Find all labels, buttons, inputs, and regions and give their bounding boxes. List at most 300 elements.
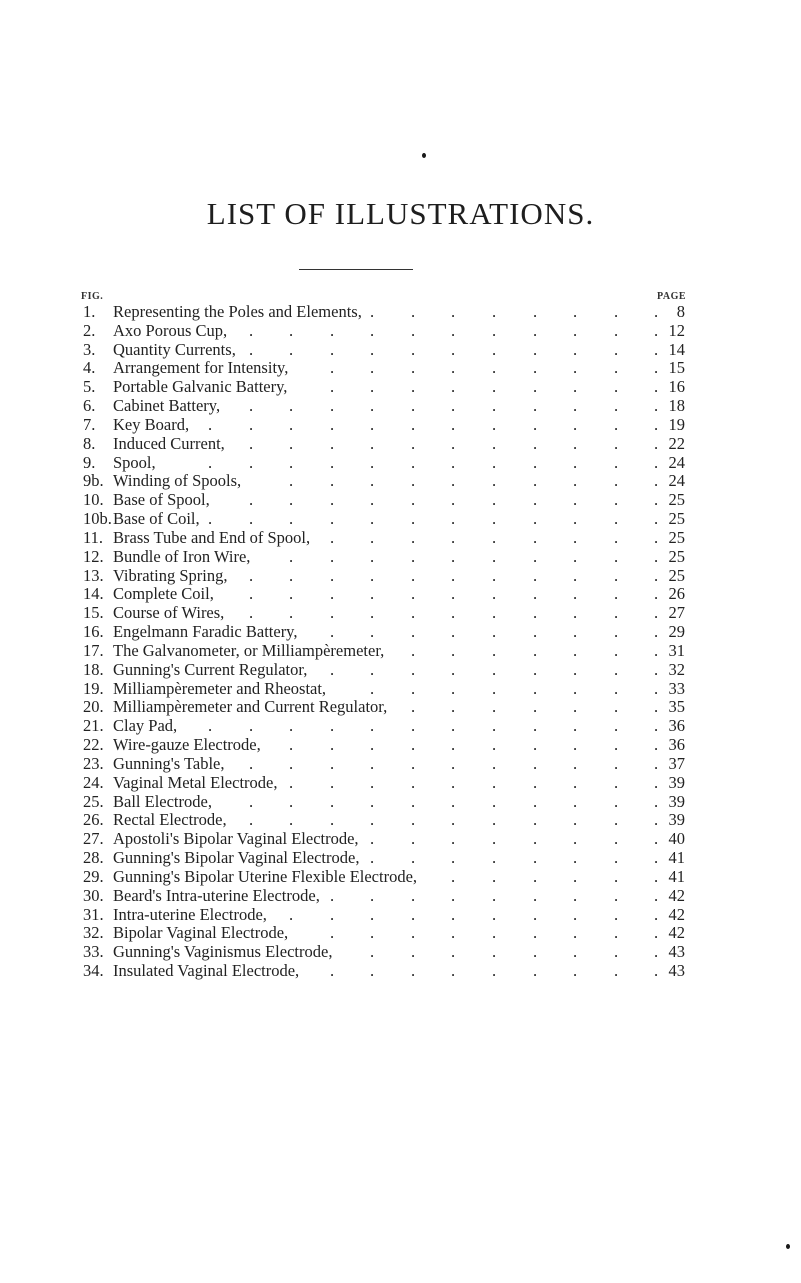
figure-number: 13. [83,565,104,585]
leader-dot: . [533,640,538,660]
page-number: 31 [668,640,685,660]
leader-dot: . [208,414,213,434]
leader-dot: . [451,603,456,623]
figure-caption: Winding of Spools, [113,471,242,491]
leader-dot: . [614,942,619,962]
leader-dot: . [654,716,659,736]
leader-dot: . [492,904,497,924]
leader-dot: . [533,735,538,755]
leader-dot: . [411,904,416,924]
list-item [0,623,801,642]
figure-number: 29. [83,866,104,886]
list-item [0,397,801,416]
leader-dot: . [654,509,659,529]
figure-caption: Base of Coil, [113,509,200,529]
leader-dot: . [330,546,335,566]
leader-dot: . [614,772,619,792]
leader-dot: . [411,414,416,434]
leader-dot: . [370,490,375,510]
leader-dot: . [614,302,619,321]
leader-dot: . [330,471,335,491]
figure-number: 8. [83,433,96,453]
leader-dot: . [249,320,254,340]
figure-caption: Complete Coil, [113,584,214,604]
leader-dot: . [573,396,578,416]
figure-number: 25. [83,791,104,811]
leader-dot: . [654,678,659,698]
leader-dot: . [451,829,456,849]
leader-dot: . [614,396,619,416]
figure-caption: Gunning's Bipolar Uterine Flexible Electrode, [113,866,418,886]
figure-caption: Gunning's Bipolar Vaginal Electrode, [113,848,360,868]
leader-dot: . [492,829,497,849]
leader-dot: . [249,565,254,585]
list-item [0,472,801,491]
leader-dot: . [330,396,335,416]
leader-dot: . [289,396,294,416]
page-number: 43 [668,942,685,962]
leader-dot: . [411,584,416,604]
leader-dot: . [370,302,375,321]
leader-dot: . [573,584,578,604]
leader-dot: . [249,414,254,434]
leader-dot: . [533,791,538,811]
page-number: 40 [668,829,685,849]
leader-dot: . [533,960,538,980]
list-item [0,943,801,962]
leader-dot: . [451,810,456,830]
leader-dot: . [370,735,375,755]
leader-dot: . [614,885,619,905]
leader-dot: . [614,565,619,585]
leader-dot: . [614,490,619,510]
leader-dot: . [330,377,335,397]
leader-dot: . [411,640,416,660]
leader-dot: . [533,866,538,886]
figure-caption: Brass Tube and End of Spool, [113,527,311,547]
list-item [0,717,801,736]
list-item [0,322,801,341]
figure-number: 16. [83,622,104,642]
leader-dot: . [614,320,619,340]
figure-number: 28. [83,848,104,868]
page-number: 8 [676,302,685,321]
leader-dot: . [249,716,254,736]
leader-dot: . [451,377,456,397]
leader-dot: . [289,452,294,472]
leader-dot: . [614,377,619,397]
leader-dot: . [370,885,375,905]
leader-dot: . [492,527,497,547]
leader-dot: . [654,584,659,604]
leader-dot: . [411,735,416,755]
leader-dot: . [451,320,456,340]
leader-dot: . [654,753,659,773]
leader-dot: . [492,509,497,529]
leader-dot: . [370,659,375,679]
leader-dot: . [370,810,375,830]
leader-dot: . [289,546,294,566]
leader-dot: . [451,791,456,811]
leader-dot: . [573,565,578,585]
leader-dot: . [370,584,375,604]
leader-dot: . [614,960,619,980]
leader-dot: . [411,622,416,642]
leader-dot: . [492,414,497,434]
leader-dot: . [614,339,619,359]
leader-dot: . [654,923,659,943]
leader-dot: . [573,810,578,830]
list-item [0,585,801,604]
leader-dot: . [573,735,578,755]
leader-dot: . [614,791,619,811]
leader-dot: . [289,414,294,434]
figure-number: 23. [83,753,104,773]
leader-dot: . [411,396,416,416]
leader-dot: . [654,659,659,679]
list-item [0,924,801,943]
leader-dot: . [451,848,456,868]
figure-caption: Course of Wires, [113,603,225,623]
leader-dot: . [451,772,456,792]
leader-dot: . [249,791,254,811]
leader-dot: . [370,678,375,698]
figure-caption: Induced Current, [113,433,225,453]
page-number: 24 [668,471,685,491]
leader-dot: . [573,527,578,547]
leader-dot: . [654,452,659,472]
leader-dot: . [614,414,619,434]
leader-dot: . [573,753,578,773]
leader-dot: . [451,527,456,547]
leader-dot: . [451,509,456,529]
leader-dot: . [370,320,375,340]
leader-dot: . [533,622,538,642]
figure-caption: Clay Pad, [113,716,178,736]
leader-dot: . [654,471,659,491]
leader-dot: . [533,716,538,736]
leader-dot: . [411,960,416,980]
figure-caption: Wire-gauze Electrode, [113,735,261,755]
leader-dot: . [573,377,578,397]
leader-dot: . [370,923,375,943]
leader-dot: . [370,848,375,868]
leader-dot: . [289,490,294,510]
page-number: 25 [668,490,685,510]
leader-dot: . [614,904,619,924]
page-number: 39 [668,810,685,830]
leader-dot: . [492,753,497,773]
page-number: 25 [668,527,685,547]
leader-dot: . [654,527,659,547]
leader-dot: . [533,302,538,321]
leader-dot: . [492,697,497,717]
leader-dot: . [533,885,538,905]
figure-caption: Quantity Currents, [113,339,236,359]
leader-dot: . [654,810,659,830]
leader-dot: . [533,810,538,830]
leader-dot: . [370,942,375,962]
list-item [0,868,801,887]
leader-dot: . [411,471,416,491]
list-item [0,661,801,680]
leader-dot: . [533,904,538,924]
leader-dot: . [533,377,538,397]
figure-number: 20. [83,697,104,717]
leader-dot: . [411,320,416,340]
leader-dot: . [289,716,294,736]
figure-caption: Milliampèremeter and Current Regulator, [113,697,388,717]
leader-dot: . [654,640,659,660]
list-item [0,793,801,812]
figure-caption: Arrangement for Intensity, [113,358,289,378]
leader-dot: . [654,377,659,397]
leader-dot: . [492,320,497,340]
leader-dot: . [614,735,619,755]
leader-dot: . [330,659,335,679]
figure-caption: Cabinet Battery, [113,396,221,416]
figure-caption: Base of Spool, [113,490,210,510]
figure-caption: Vibrating Spring, [113,565,228,585]
leader-dot: . [573,622,578,642]
list-item [0,510,801,529]
leader-dot: . [330,810,335,830]
figure-number: 1. [83,302,96,321]
leader-dot: . [411,452,416,472]
leader-dot: . [451,716,456,736]
list-item [0,359,801,378]
leader-dot: . [533,490,538,510]
column-header-page: PAGE [657,291,687,302]
list-item [0,811,801,830]
leader-dot: . [533,678,538,698]
leader-dot: . [370,960,375,980]
leader-dot: . [492,640,497,660]
leader-dot: . [411,810,416,830]
figure-caption: The Galvanometer, or Milliampèremeter, [113,640,385,660]
leader-dot: . [533,848,538,868]
leader-dot: . [451,697,456,717]
leader-dot: . [370,433,375,453]
leader-dot: . [330,433,335,453]
page-number: 32 [668,659,685,679]
leader-dot: . [533,358,538,378]
page-number: 18 [668,396,685,416]
figure-caption: Ball Electrode, [113,791,212,811]
page-number: 16 [668,377,685,397]
leader-dot: . [654,904,659,924]
leader-dot: . [492,810,497,830]
figure-number: 34. [83,960,104,980]
list-item [0,454,801,473]
leader-dot: . [208,716,213,736]
leader-dot: . [370,546,375,566]
leader-dot: . [289,509,294,529]
list-item [0,567,801,586]
leader-dot: . [289,753,294,773]
figure-caption: Engelmann Faradic Battery, [113,622,298,642]
leader-dot: . [411,942,416,962]
leader-dot: . [411,772,416,792]
leader-dot: . [451,622,456,642]
figure-caption: Rectal Electrode, [113,810,227,830]
leader-dot: . [614,829,619,849]
leader-dot: . [370,396,375,416]
figure-number: 18. [83,659,104,679]
list-item [0,849,801,868]
figure-caption: Gunning's Table, [113,753,225,773]
leader-dot: . [289,735,294,755]
leader-dot: . [451,904,456,924]
leader-dot: . [492,716,497,736]
leader-dot: . [249,603,254,623]
leader-dot: . [654,866,659,886]
leader-dot: . [289,772,294,792]
figure-caption: Gunning's Vaginismus Electrode, [113,942,333,962]
leader-dot: . [492,490,497,510]
leader-dot: . [573,772,578,792]
leader-dot: . [573,885,578,905]
leader-dot: . [492,735,497,755]
column-header-figure: FIG. [81,291,104,302]
leader-dot: . [654,433,659,453]
leader-dot: . [654,735,659,755]
leader-dot: . [654,302,659,321]
leader-dot: . [573,414,578,434]
figure-caption: Representing the Poles and Elements, [113,302,362,321]
leader-dot: . [330,527,335,547]
list-item [0,341,801,360]
leader-dot: . [289,565,294,585]
leader-dot: . [411,697,416,717]
leader-dot: . [451,866,456,886]
leader-dot: . [533,603,538,623]
leader-dot: . [451,339,456,359]
leader-dot: . [573,829,578,849]
leader-dot: . [249,490,254,510]
leader-dot: . [411,829,416,849]
leader-dot: . [492,603,497,623]
leader-dot: . [370,358,375,378]
leader-dot: . [289,791,294,811]
figure-caption: Axo Porous Cup, [113,320,228,340]
figure-caption: Apostoli's Bipolar Vaginal Electrode, [113,829,359,849]
leader-dot: . [573,697,578,717]
leader-dot: . [614,358,619,378]
list-item [0,962,801,981]
leader-dot: . [654,697,659,717]
figure-caption: Key Board, [113,414,190,434]
leader-dot: . [492,960,497,980]
leader-dot: . [654,885,659,905]
leader-dot: . [208,452,213,472]
leader-dot: . [573,339,578,359]
page-number: 33 [668,678,685,698]
figure-number: 17. [83,640,104,660]
leader-dot: . [249,452,254,472]
leader-dot: . [370,471,375,491]
list-item [0,830,801,849]
leader-dot: . [533,659,538,679]
figure-number: 27. [83,829,104,849]
list-item [0,303,801,322]
leader-dot: . [573,678,578,698]
leader-dot: . [654,396,659,416]
leader-dot: . [492,433,497,453]
page-number: 15 [668,358,685,378]
leader-dot: . [573,960,578,980]
figure-number: 3. [83,339,96,359]
figure-number: 2. [83,320,96,340]
figure-number: 14. [83,584,104,604]
leader-dot: . [370,753,375,773]
figure-number: 15. [83,603,104,623]
leader-dot: . [573,433,578,453]
leader-dot: . [573,603,578,623]
leader-dot: . [614,452,619,472]
leader-dot: . [451,678,456,698]
figure-caption: Intra-uterine Electrode, [113,904,267,924]
leader-dot: . [492,452,497,472]
leader-dot: . [451,396,456,416]
leader-dot: . [614,527,619,547]
leader-dot: . [411,509,416,529]
leader-dot: . [451,960,456,980]
figure-caption: Vaginal Metal Electrode, [113,772,278,792]
leader-dot: . [614,697,619,717]
page-number: 36 [668,716,685,736]
leader-dot: . [249,509,254,529]
leader-dot: . [330,358,335,378]
leader-dot: . [533,339,538,359]
list-item [0,491,801,510]
leader-dot: . [492,302,497,321]
leader-dot: . [289,471,294,491]
leader-dot: . [411,791,416,811]
list-item [0,604,801,623]
leader-dot: . [533,527,538,547]
leader-dot: . [370,414,375,434]
leader-dot: . [249,810,254,830]
leader-dot: . [451,471,456,491]
leader-dot: . [573,716,578,736]
leader-dot: . [533,753,538,773]
list-item [0,755,801,774]
leader-dot: . [492,885,497,905]
leader-dot: . [654,546,659,566]
page-number: 41 [668,866,685,886]
leader-dot: . [330,622,335,642]
leader-dot: . [411,358,416,378]
leader-dot: . [451,753,456,773]
illustrations-list [0,303,801,981]
leader-dot: . [451,923,456,943]
leader-dot: . [533,772,538,792]
leader-dot: . [411,659,416,679]
leader-dot: . [370,772,375,792]
leader-dot: . [614,622,619,642]
leader-dot: . [330,885,335,905]
list-item [0,906,801,925]
leader-dot: . [533,396,538,416]
leader-dot: . [654,772,659,792]
list-item [0,435,801,454]
leader-dot: . [573,320,578,340]
leader-dot: . [573,640,578,660]
leader-dot: . [289,904,294,924]
leader-dot: . [451,735,456,755]
leader-dot: . [492,772,497,792]
